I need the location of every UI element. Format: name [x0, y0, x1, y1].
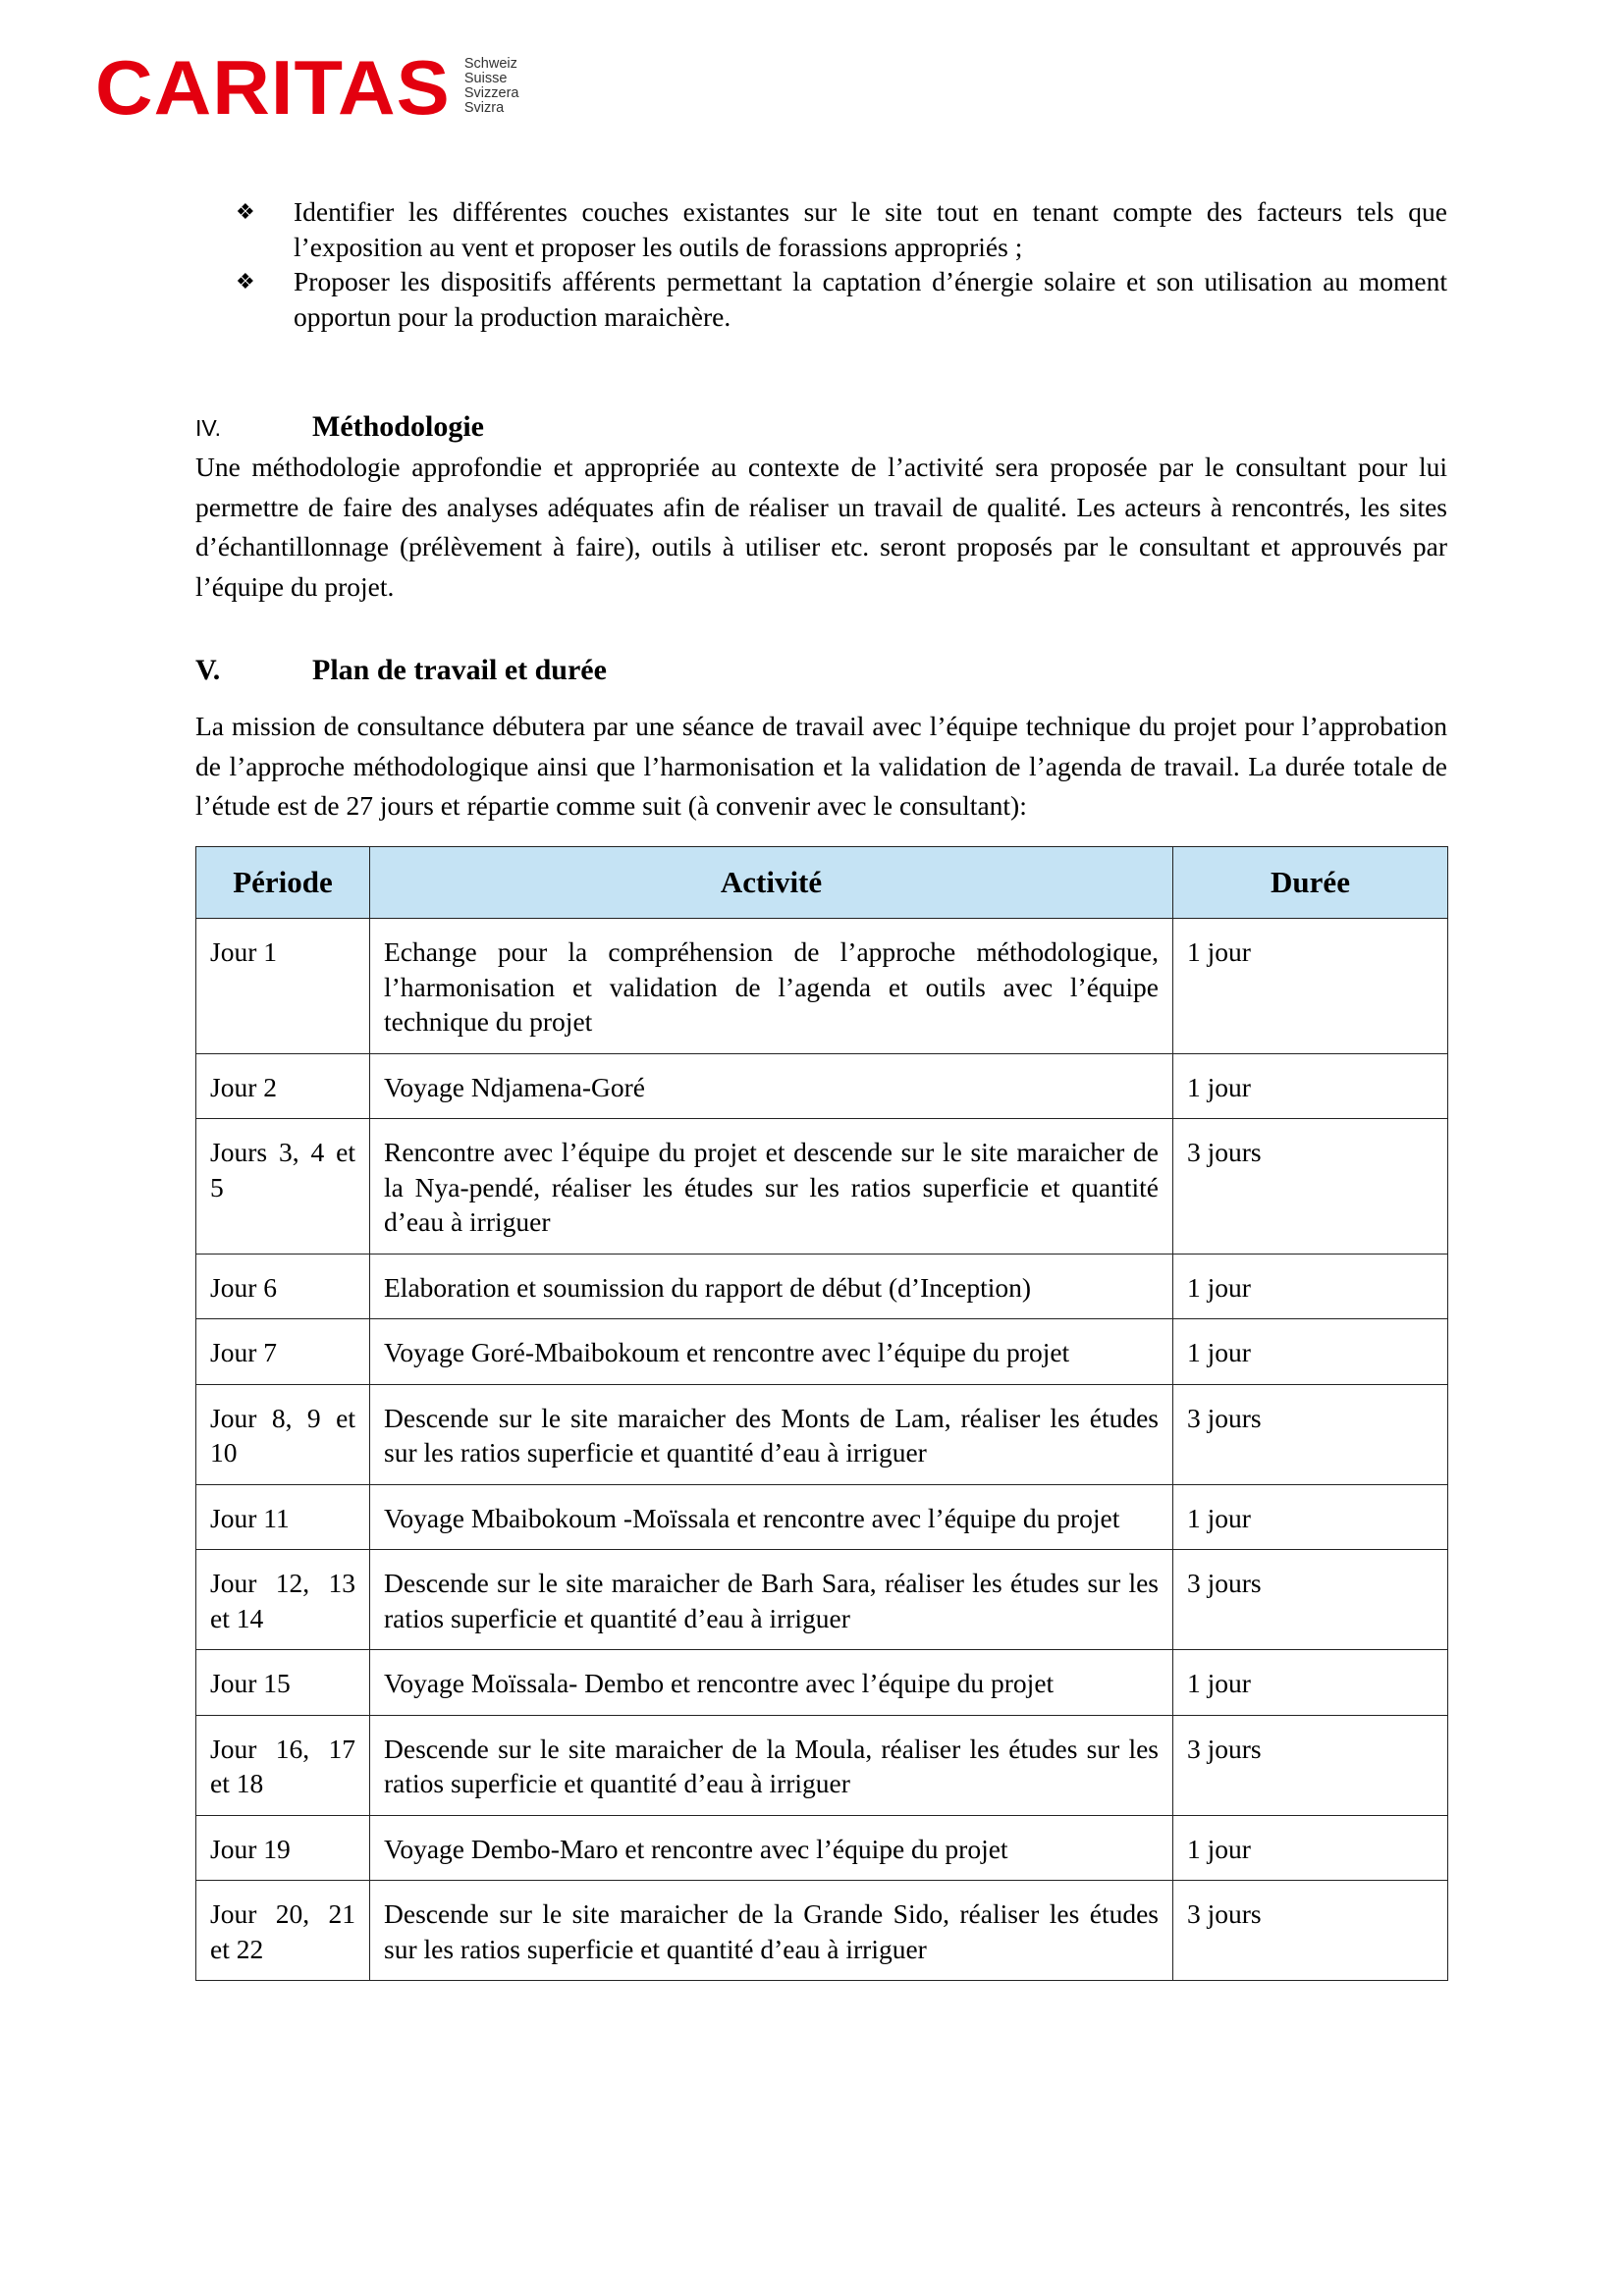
objectives-list [236, 194, 1447, 334]
logo-languages [464, 57, 519, 116]
section-number: V. [195, 654, 221, 686]
cell-periode: Jour 19 [196, 1815, 370, 1881]
cell-periode: Jour 1 [196, 919, 370, 1054]
cell-duree: 3 jours [1173, 1119, 1448, 1255]
cell-activite: Descende sur le site maraicher des Monts de Lam, réaliser les études sur les ratios superficie et quantité d’eau à irriguer [370, 1384, 1173, 1484]
table-row [196, 1053, 1448, 1119]
cell-duree: 1 jour [1173, 1254, 1448, 1319]
cell-duree: 3 jours [1173, 1881, 1448, 1981]
table-row [196, 1881, 1448, 1981]
logo-language: Svizra [463, 100, 505, 116]
section-heading-plan [195, 654, 607, 687]
cell-periode: Jour 2 [196, 1053, 370, 1119]
cell-duree: 1 jour [1173, 1815, 1448, 1881]
list-item [236, 194, 1447, 264]
cell-duree: 3 jours [1173, 1384, 1448, 1484]
cell-periode: Jour 20, 21 et 22 [196, 1881, 370, 1981]
table-row [196, 1484, 1448, 1550]
cell-periode: Jours 3, 4 et 5 [196, 1119, 370, 1255]
section-heading-methodologie [195, 410, 484, 444]
cell-activite: Voyage Moïssala- Dembo et rencontre avec l’équipe du projet [370, 1650, 1173, 1716]
list-item-text: Identifier les différentes couches existantes sur le site tout en tenant compte des facteurs tels que l’exposition au vent et proposer les outils de forassions appropriés ; [294, 196, 1447, 262]
column-header-periode: Période [196, 847, 370, 919]
logo-language: Suisse [463, 71, 508, 86]
cell-duree: 3 jours [1173, 1550, 1448, 1650]
logo-wordmark: CARITAS [95, 44, 451, 131]
plan-paragraph: La mission de consultance débutera par une séance de travail avec l’équipe technique du projet pour l’approbation de l’approche méthodologique ainsi que l’harmonisation et la validation de l’agenda de travail. La durée totale de l’étude est de 27 jours et répartie comme suit (à convenir avec le consultant): [195, 711, 1447, 821]
cell-duree: 1 jour [1173, 919, 1448, 1054]
table-row [196, 919, 1448, 1054]
cell-activite: Descende sur le site maraicher de Barh Sara, réaliser les études sur les ratios superficie et quantité d’eau à irriguer [370, 1550, 1173, 1650]
list-item-text: Proposer les dispositifs afférents permettant la captation d’énergie solaire et son utilisation au moment opportun pour la production maraichère. [294, 266, 1447, 332]
cell-activite: Echange pour la compréhension de l’approche méthodologique, l’harmonisation et validation de l’agenda et outils avec l’équipe technique du projet [370, 919, 1173, 1054]
table-row [196, 1650, 1448, 1716]
table-body [196, 919, 1448, 1981]
cell-duree: 1 jour [1173, 1319, 1448, 1385]
cell-duree: 1 jour [1173, 1484, 1448, 1550]
cell-activite: Rencontre avec l’équipe du projet et descende sur le site maraicher de la Nya-pendé, réaliser les études sur les ratios superficie et quantité d’eau à irriguer [370, 1119, 1173, 1255]
cell-periode: Jour 12, 13 et 14 [196, 1550, 370, 1650]
cell-periode: Jour 11 [196, 1484, 370, 1550]
cell-activite: Voyage Dembo-Maro et rencontre avec l’équipe du projet [370, 1815, 1173, 1881]
cell-periode: Jour 7 [196, 1319, 370, 1385]
diamond-bullet-icon: ❖ [236, 269, 255, 294]
table-row [196, 1715, 1448, 1815]
cell-activite: Descende sur le site maraicher de la Moula, réaliser les études sur les ratios superficie et quantité d’eau à irriguer [370, 1715, 1173, 1815]
cell-duree: 1 jour [1173, 1053, 1448, 1119]
table-row [196, 1319, 1448, 1385]
logo-language: Svizzera [463, 85, 519, 101]
table-row [196, 1815, 1448, 1881]
cell-duree: 3 jours [1173, 1715, 1448, 1815]
cell-periode: Jour 6 [196, 1254, 370, 1319]
table-header-row [196, 847, 1448, 919]
caritas-logo [95, 44, 519, 131]
diamond-bullet-icon: ❖ [236, 199, 255, 224]
cell-activite: Voyage Ndjamena-Goré [370, 1053, 1173, 1119]
cell-periode: Jour 15 [196, 1650, 370, 1716]
section-title: Méthodologie [312, 410, 484, 443]
table-row [196, 1550, 1448, 1650]
cell-duree: 1 jour [1173, 1650, 1448, 1716]
list-item [236, 264, 1447, 334]
cell-activite: Descende sur le site maraicher de la Grande Sido, réaliser les études sur les ratios superficie et quantité d’eau à irriguer [370, 1881, 1173, 1981]
cell-periode: Jour 16, 17 et 18 [196, 1715, 370, 1815]
cell-periode: Jour 8, 9 et 10 [196, 1384, 370, 1484]
work-plan-table [195, 846, 1448, 1981]
cell-activite: Voyage Mbaibokoum -Moïssala et rencontre avec l’équipe du projet [370, 1484, 1173, 1550]
cell-activite: Elaboration et soumission du rapport de début (d’Inception) [370, 1254, 1173, 1319]
column-header-duree: Durée [1173, 847, 1448, 919]
table-row [196, 1254, 1448, 1319]
column-header-activite: Activité [370, 847, 1173, 919]
table-row [196, 1119, 1448, 1255]
work-plan-table-wrapper [195, 846, 1447, 1981]
section-title: Plan de travail et durée [312, 654, 607, 686]
logo-language: Schweiz [463, 56, 517, 72]
methodologie-paragraph: Une méthodologie approfondie et appropriée au contexte de l’activité sera proposée par le consultant pour lui permettre de faire des analyses adéquates afin de réaliser un travail de qualité. Les acteurs à rencontrés, les sites d’échantillonnage (prélèvement à faire), outils à utiliser etc. seront proposés par le consultant et approuvés par l’équipe du projet. [195, 452, 1447, 602]
section-number: IV. [195, 415, 222, 441]
cell-activite: Voyage Goré-Mbaibokoum et rencontre avec l’équipe du projet [370, 1319, 1173, 1385]
table-row [196, 1384, 1448, 1484]
